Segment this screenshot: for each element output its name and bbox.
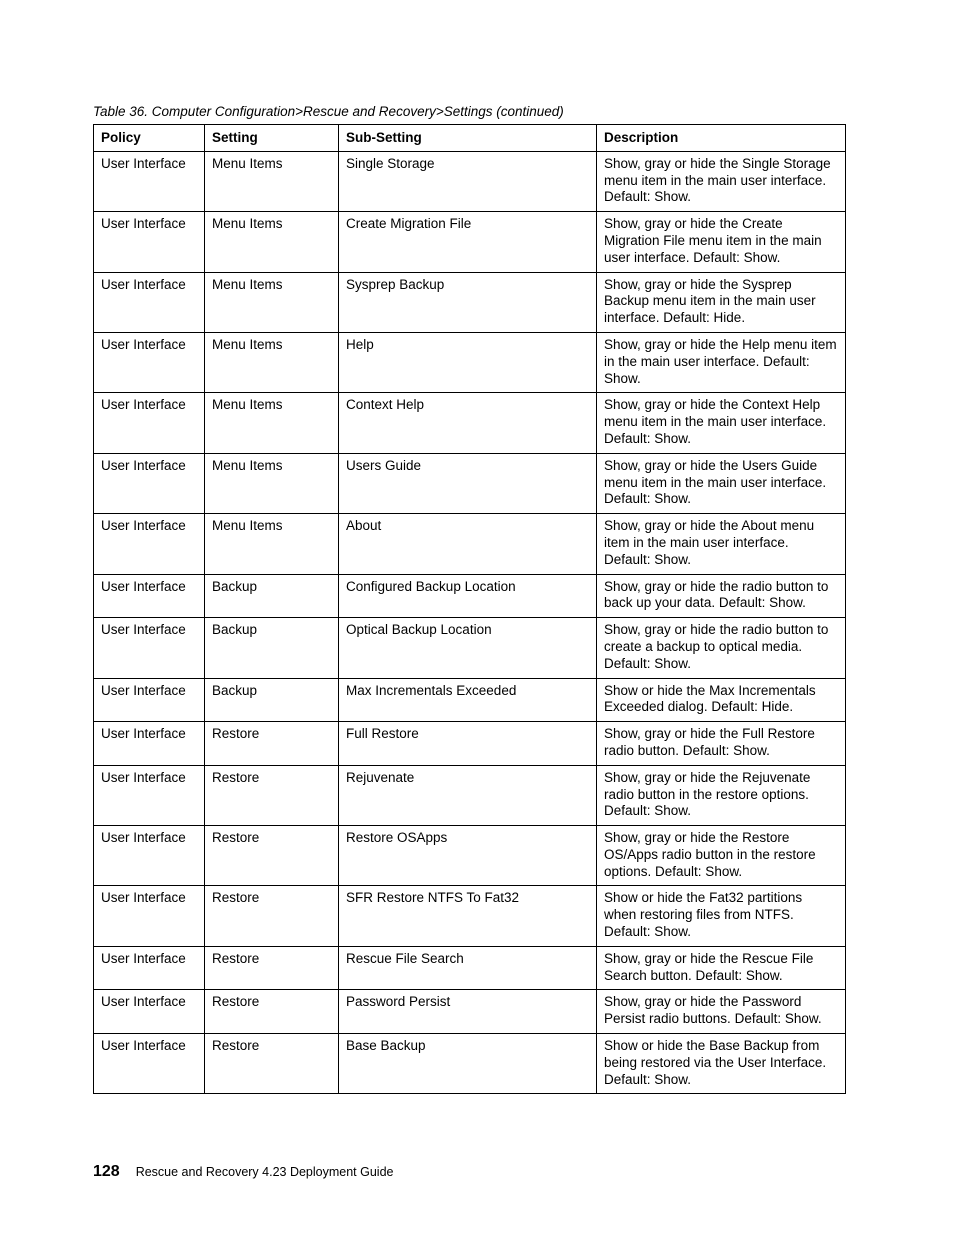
cell-setting: Menu Items [205, 453, 339, 513]
cell-setting: Menu Items [205, 514, 339, 574]
cell-setting: Menu Items [205, 212, 339, 272]
cell-description: Show, gray or hide the Create Migration File menu item in the main user interface. Default: Show. [597, 212, 846, 272]
cell-description: Show, gray or hide the Sysprep Backup menu item in the main user interface. Default: Hide. [597, 272, 846, 332]
cell-policy: User Interface [94, 990, 205, 1034]
cell-setting: Backup [205, 618, 339, 678]
cell-policy: User Interface [94, 272, 205, 332]
cell-policy: User Interface [94, 722, 205, 766]
cell-policy: User Interface [94, 826, 205, 886]
cell-description: Show, gray or hide the radio button to back up your data. Default: Show. [597, 574, 846, 618]
table-row [94, 212, 846, 272]
table-row [94, 272, 846, 332]
cell-setting: Menu Items [205, 272, 339, 332]
cell-sub-setting: Optical Backup Location [339, 618, 597, 678]
table-row [94, 574, 846, 618]
page-number: 128 [93, 1163, 120, 1180]
table-row [94, 151, 846, 211]
cell-setting: Restore [205, 1034, 339, 1094]
cell-sub-setting: Rescue File Search [339, 946, 597, 990]
cell-sub-setting: Full Restore [339, 722, 597, 766]
cell-sub-setting: Configured Backup Location [339, 574, 597, 618]
cell-setting: Restore [205, 946, 339, 990]
cell-sub-setting: About [339, 514, 597, 574]
cell-description: Show, gray or hide the Restore OS/Apps radio button in the restore options. Default: Show. [597, 826, 846, 886]
cell-policy: User Interface [94, 1034, 205, 1094]
cell-sub-setting: Rejuvenate [339, 765, 597, 825]
table-body [94, 151, 846, 1094]
table-row [94, 618, 846, 678]
cell-description: Show, gray or hide the About menu item in the main user interface. Default: Show. [597, 514, 846, 574]
cell-setting: Restore [205, 722, 339, 766]
cell-description: Show, gray or hide the Rejuvenate radio button in the restore options. Default: Show. [597, 765, 846, 825]
table-row [94, 886, 846, 946]
header-policy: Policy [94, 125, 205, 152]
cell-description: Show or hide the Fat32 partitions when restoring files from NTFS. Default: Show. [597, 886, 846, 946]
cell-description: Show, gray or hide the Single Storage menu item in the main user interface. Default: Show. [597, 151, 846, 211]
cell-sub-setting: Max Incrementals Exceeded [339, 678, 597, 722]
table-row [94, 722, 846, 766]
table-row [94, 946, 846, 990]
cell-setting: Menu Items [205, 332, 339, 392]
cell-sub-setting: SFR Restore NTFS To Fat32 [339, 886, 597, 946]
table-row [94, 514, 846, 574]
cell-policy: User Interface [94, 212, 205, 272]
table-row [94, 990, 846, 1034]
header-description: Description [597, 125, 846, 152]
table-row [94, 765, 846, 825]
cell-setting: Restore [205, 826, 339, 886]
cell-sub-setting: Context Help [339, 393, 597, 453]
cell-policy: User Interface [94, 151, 205, 211]
table-row [94, 393, 846, 453]
cell-sub-setting: Base Backup [339, 1034, 597, 1094]
cell-policy: User Interface [94, 332, 205, 392]
cell-sub-setting: Password Persist [339, 990, 597, 1034]
table-row [94, 1034, 846, 1094]
cell-setting: Backup [205, 678, 339, 722]
cell-description: Show, gray or hide the Password Persist radio buttons. Default: Show. [597, 990, 846, 1034]
table-header-row [94, 125, 846, 152]
header-sub-setting: Sub-Setting [339, 125, 597, 152]
cell-policy: User Interface [94, 765, 205, 825]
cell-setting: Backup [205, 574, 339, 618]
table-caption: Table 36. Computer Configuration>Rescue and Recovery>Settings (continued) [93, 104, 564, 119]
cell-sub-setting: Create Migration File [339, 212, 597, 272]
cell-policy: User Interface [94, 618, 205, 678]
cell-description: Show or hide the Base Backup from being restored via the User Interface. Default: Show. [597, 1034, 846, 1094]
cell-description: Show, gray or hide the radio button to create a backup to optical media. Default: Show. [597, 618, 846, 678]
cell-policy: User Interface [94, 514, 205, 574]
cell-setting: Restore [205, 990, 339, 1034]
cell-setting: Menu Items [205, 393, 339, 453]
cell-description: Show, gray or hide the Rescue File Search button. Default: Show. [597, 946, 846, 990]
cell-policy: User Interface [94, 574, 205, 618]
cell-sub-setting: Help [339, 332, 597, 392]
cell-description: Show or hide the Max Incrementals Exceeded dialog. Default: Hide. [597, 678, 846, 722]
table-row [94, 826, 846, 886]
table-row [94, 453, 846, 513]
cell-setting: Restore [205, 886, 339, 946]
cell-description: Show, gray or hide the Full Restore radio button. Default: Show. [597, 722, 846, 766]
cell-policy: User Interface [94, 946, 205, 990]
cell-description: Show, gray or hide the Help menu item in the main user interface. Default: Show. [597, 332, 846, 392]
cell-policy: User Interface [94, 678, 205, 722]
table-row [94, 332, 846, 392]
cell-description: Show, gray or hide the Users Guide menu item in the main user interface. Default: Show. [597, 453, 846, 513]
cell-sub-setting: Single Storage [339, 151, 597, 211]
cell-policy: User Interface [94, 886, 205, 946]
cell-sub-setting: Sysprep Backup [339, 272, 597, 332]
cell-description: Show, gray or hide the Context Help menu item in the main user interface. Default: Show. [597, 393, 846, 453]
settings-table [93, 124, 846, 1094]
cell-sub-setting: Restore OSApps [339, 826, 597, 886]
header-setting: Setting [205, 125, 339, 152]
cell-policy: User Interface [94, 393, 205, 453]
footer-title: Rescue and Recovery 4.23 Deployment Guide [135, 1165, 394, 1179]
table-row [94, 678, 846, 722]
page-footer [93, 1163, 394, 1181]
cell-policy: User Interface [94, 453, 205, 513]
cell-setting: Menu Items [205, 151, 339, 211]
cell-setting: Restore [205, 765, 339, 825]
cell-sub-setting: Users Guide [339, 453, 597, 513]
